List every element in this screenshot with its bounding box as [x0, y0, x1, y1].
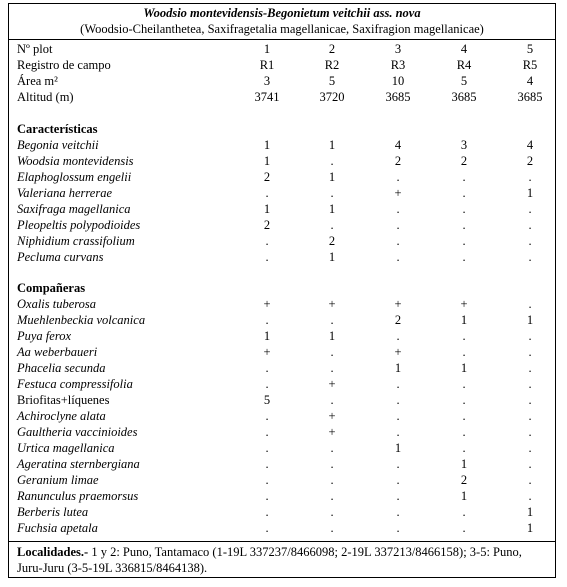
plot-5-value: . — [528, 297, 532, 311]
companions-label: Puya ferox — [17, 329, 72, 343]
section-heading-label: Compañeras — [17, 281, 86, 295]
plot-2-value: . — [330, 154, 334, 168]
companions-row — [9, 424, 555, 440]
plot-3-value: . — [396, 234, 400, 248]
plot-1-value: . — [265, 409, 269, 423]
plot-5-value: 4 — [526, 74, 534, 88]
plot-3-value: 3 — [394, 42, 402, 56]
companions-row — [9, 440, 555, 456]
plot-1-value: . — [265, 313, 269, 327]
plot-4-value: 4 — [460, 42, 468, 56]
companions-row — [9, 344, 555, 360]
plot-5-value: . — [528, 393, 532, 407]
plot-1-value: + — [263, 297, 271, 311]
plot-3-value: . — [396, 250, 400, 264]
companions-label: Ageratina sternbergiana — [17, 457, 140, 471]
plot-1-value: 1 — [263, 154, 271, 168]
plot-1-value: 5 — [263, 393, 271, 407]
plot-2-value: . — [330, 313, 334, 327]
plot-3-value: . — [396, 425, 400, 439]
plot-2-value: R2 — [324, 58, 340, 72]
plot-3-value: + — [394, 345, 402, 359]
localities-text: 1 y 2: Puno, Tantamaco (1-19L 337237/8466098; 2-19L 337213/8466158); 3-5: Puno, Juru-Juru (3-5-19L 336815/8464138). — [17, 545, 522, 575]
plot-3-value: . — [396, 457, 400, 471]
characteristics-row — [9, 233, 555, 249]
characteristics-label: Begonia veitchii — [17, 138, 99, 152]
section-heading — [9, 121, 555, 137]
companions-row — [9, 520, 555, 536]
companions-row — [9, 456, 555, 472]
section-heading — [9, 280, 555, 296]
characteristics-label: Woodsia montevidensis — [17, 154, 134, 168]
plot-5-value: . — [528, 441, 532, 455]
characteristics-label: Pleopeltis polypodioides — [17, 218, 141, 232]
plot-1-value: 1 — [263, 42, 271, 56]
table-subtitle: (Woodsio-Cheilanthetea, Saxifragetalia magellanicae, Saxifragion magellanicae) — [80, 22, 484, 36]
plot-1-value: . — [265, 473, 269, 487]
companions-label: Briofitas+líquenes — [17, 393, 110, 407]
characteristics-row — [9, 217, 555, 233]
plot-4-value: . — [462, 202, 466, 216]
plot-5-value: . — [528, 457, 532, 471]
plot-4-value: . — [462, 425, 466, 439]
plot-4-value: . — [462, 409, 466, 423]
companions-row — [9, 472, 555, 488]
plot-3-value: . — [396, 218, 400, 232]
plot-5-value: 1 — [526, 186, 534, 200]
header_rows-row — [9, 41, 555, 57]
plot-2-value: 2 — [328, 42, 336, 56]
plot-3-value: . — [396, 329, 400, 343]
plot-3-value: 2 — [394, 313, 402, 327]
plot-2-value: 1 — [328, 170, 336, 184]
plot-1-value: . — [265, 186, 269, 200]
plot-1-value: . — [265, 489, 269, 503]
companions-label: Fuchsia apetala — [17, 521, 98, 535]
plot-3-value: . — [396, 393, 400, 407]
plot-3-value: . — [396, 521, 400, 535]
companions-row — [9, 488, 555, 504]
plot-4-value: 1 — [460, 457, 468, 471]
plot-3-value: 4 — [394, 138, 402, 152]
plot-3-value: . — [396, 489, 400, 503]
characteristics-label: Niphidium crassifolium — [17, 234, 135, 248]
plot-4-value: 1 — [460, 313, 468, 327]
plot-5-value: . — [528, 234, 532, 248]
plot-2-value: 1 — [328, 138, 336, 152]
plot-2-value: 1 — [328, 250, 336, 264]
companions-row — [9, 312, 555, 328]
plot-2-value: . — [330, 186, 334, 200]
plot-2-value: . — [330, 393, 334, 407]
localities-note — [17, 544, 549, 576]
companions-label: Berberis lutea — [17, 505, 89, 519]
plot-5-value: . — [528, 170, 532, 184]
plot-5-value: . — [528, 473, 532, 487]
plot-4-value: . — [462, 329, 466, 343]
plot-2-value: . — [330, 521, 334, 535]
plot-5-value: 2 — [526, 154, 534, 168]
plot-4-value: R4 — [456, 58, 472, 72]
plot-2-value: . — [330, 218, 334, 232]
plot-3-value: . — [396, 377, 400, 391]
header_rows-row — [9, 57, 555, 73]
plot-5-value: 4 — [526, 138, 534, 152]
plot-1-value: . — [265, 505, 269, 519]
plot-4-value: 1 — [460, 489, 468, 503]
characteristics-label: Valeriana herrerae — [17, 186, 113, 200]
companions-row — [9, 296, 555, 312]
companions-row — [9, 504, 555, 520]
plot-3-value: 1 — [394, 441, 402, 455]
companions-label: Muehlenbeckia volcanica — [17, 313, 146, 327]
plot-1-value: 1 — [263, 329, 271, 343]
plot-2-value: 1 — [328, 329, 336, 343]
plot-5-value: 1 — [526, 505, 534, 519]
companions-label: Achiroclyne alata — [17, 409, 106, 423]
header_rows-row — [9, 89, 555, 105]
plot-4-value: + — [460, 297, 468, 311]
companions-label: Geranium limae — [17, 473, 99, 487]
plot-1-value: . — [265, 521, 269, 535]
plot-2-value: + — [328, 297, 336, 311]
companions-row — [9, 392, 555, 408]
plot-5-value: 1 — [526, 521, 534, 535]
plot-2-value: 5 — [328, 74, 336, 88]
header_rows-label: Altitud (m) — [17, 90, 74, 104]
plot-5-value: . — [528, 377, 532, 391]
plot-5-value: . — [528, 250, 532, 264]
plot-3-value: . — [396, 202, 400, 216]
companions-label: Aa weberbaueri — [17, 345, 98, 359]
plot-4-value: 1 — [460, 361, 468, 375]
plot-2-value: 2 — [328, 234, 336, 248]
characteristics-label: Pecluma curvans — [17, 250, 104, 264]
characteristics-row — [9, 169, 555, 185]
plot-1-value: . — [265, 250, 269, 264]
plot-2-value: 3720 — [319, 90, 345, 104]
plot-1-value: 1 — [263, 202, 271, 216]
plot-3-value: + — [394, 297, 402, 311]
companions-row — [9, 360, 555, 376]
footer-divider — [9, 541, 555, 542]
plot-3-value: 1 — [394, 361, 402, 375]
plot-5-value: 1 — [526, 313, 534, 327]
plot-4-value: . — [462, 218, 466, 232]
plot-3-value: 3685 — [385, 90, 411, 104]
plot-2-value: 1 — [328, 202, 336, 216]
plot-1-value: . — [265, 377, 269, 391]
characteristics-label: Saxifraga magellanica — [17, 202, 131, 216]
plot-4-value: . — [462, 186, 466, 200]
companions-label: Ranunculus praemorsus — [17, 489, 139, 503]
plot-1-value: . — [265, 234, 269, 248]
plot-1-value: 3 — [263, 74, 271, 88]
plot-1-value: . — [265, 457, 269, 471]
plot-4-value: . — [462, 345, 466, 359]
plot-5-value: . — [528, 489, 532, 503]
title-divider — [9, 39, 555, 40]
companions-row — [9, 408, 555, 424]
plot-2-value: + — [328, 425, 336, 439]
characteristics-row — [9, 137, 555, 153]
localities-label: Localidades.- — [17, 545, 89, 559]
companions-row — [9, 376, 555, 392]
characteristics-label: Elaphoglossum engelii — [17, 170, 132, 184]
plot-5-value: . — [528, 409, 532, 423]
characteristics-row — [9, 249, 555, 265]
plot-4-value: . — [462, 521, 466, 535]
plot-4-value: . — [462, 505, 466, 519]
plot-5-value: . — [528, 329, 532, 343]
plot-4-value: . — [462, 441, 466, 455]
plot-1-value: 3741 — [254, 90, 280, 104]
plot-4-value: . — [462, 170, 466, 184]
companions-label: Phacelia secunda — [17, 361, 106, 375]
plot-2-value: + — [328, 409, 336, 423]
plot-1-value: 2 — [263, 170, 271, 184]
plot-5-value: . — [528, 425, 532, 439]
vegetation-table — [8, 3, 556, 578]
plot-5-value: . — [528, 345, 532, 359]
header_rows-label: Área m² — [17, 74, 58, 88]
plot-2-value: + — [328, 377, 336, 391]
plot-5-value: . — [528, 202, 532, 216]
plot-3-value: + — [394, 186, 402, 200]
plot-3-value: . — [396, 409, 400, 423]
plot-5-value: R5 — [522, 58, 538, 72]
plot-4-value: 2 — [460, 154, 468, 168]
plot-1-value: R1 — [259, 58, 275, 72]
companions-label: Oxalis tuberosa — [17, 297, 97, 311]
characteristics-row — [9, 153, 555, 169]
companions-label: Festuca compressifolia — [17, 377, 133, 391]
section-heading-label: Características — [17, 122, 98, 136]
plot-2-value: . — [330, 361, 334, 375]
plot-2-value: . — [330, 457, 334, 471]
plot-5-value: 3685 — [517, 90, 543, 104]
plot-3-value: . — [396, 170, 400, 184]
plot-2-value: . — [330, 489, 334, 503]
plot-1-value: 2 — [263, 218, 271, 232]
plot-5-value: . — [528, 361, 532, 375]
table-title: Woodsio montevidensis-Begonietum veitchii ass. nova — [143, 6, 421, 20]
plot-4-value: 3685 — [451, 90, 477, 104]
plot-1-value: . — [265, 361, 269, 375]
plot-4-value: . — [462, 393, 466, 407]
plot-4-value: . — [462, 377, 466, 391]
characteristics-row — [9, 185, 555, 201]
plot-4-value: 5 — [460, 74, 468, 88]
plot-3-value: R3 — [390, 58, 406, 72]
plot-5-value: . — [528, 218, 532, 232]
companions-label: Urtica magellanica — [17, 441, 115, 455]
plot-2-value: . — [330, 473, 334, 487]
plot-3-value: 10 — [391, 74, 405, 88]
plot-4-value: . — [462, 234, 466, 248]
plot-1-value: . — [265, 425, 269, 439]
plot-3-value: . — [396, 473, 400, 487]
plot-2-value: . — [330, 505, 334, 519]
plot-1-value: + — [263, 345, 271, 359]
plot-4-value: 3 — [460, 138, 468, 152]
plot-1-value: 1 — [263, 138, 271, 152]
plot-2-value: . — [330, 441, 334, 455]
plot-3-value: . — [396, 505, 400, 519]
plot-4-value: . — [462, 250, 466, 264]
plot-2-value: . — [330, 345, 334, 359]
header_rows-row — [9, 73, 555, 89]
header_rows-label: Nº plot — [17, 42, 53, 56]
characteristics-row — [9, 201, 555, 217]
plot-4-value: 2 — [460, 473, 468, 487]
companions-row — [9, 328, 555, 344]
header_rows-label: Registro de campo — [17, 58, 111, 72]
companions-label: Gaultheria vaccinioides — [17, 425, 138, 439]
plot-5-value: 5 — [526, 42, 534, 56]
plot-1-value: . — [265, 441, 269, 455]
plot-3-value: 2 — [394, 154, 402, 168]
